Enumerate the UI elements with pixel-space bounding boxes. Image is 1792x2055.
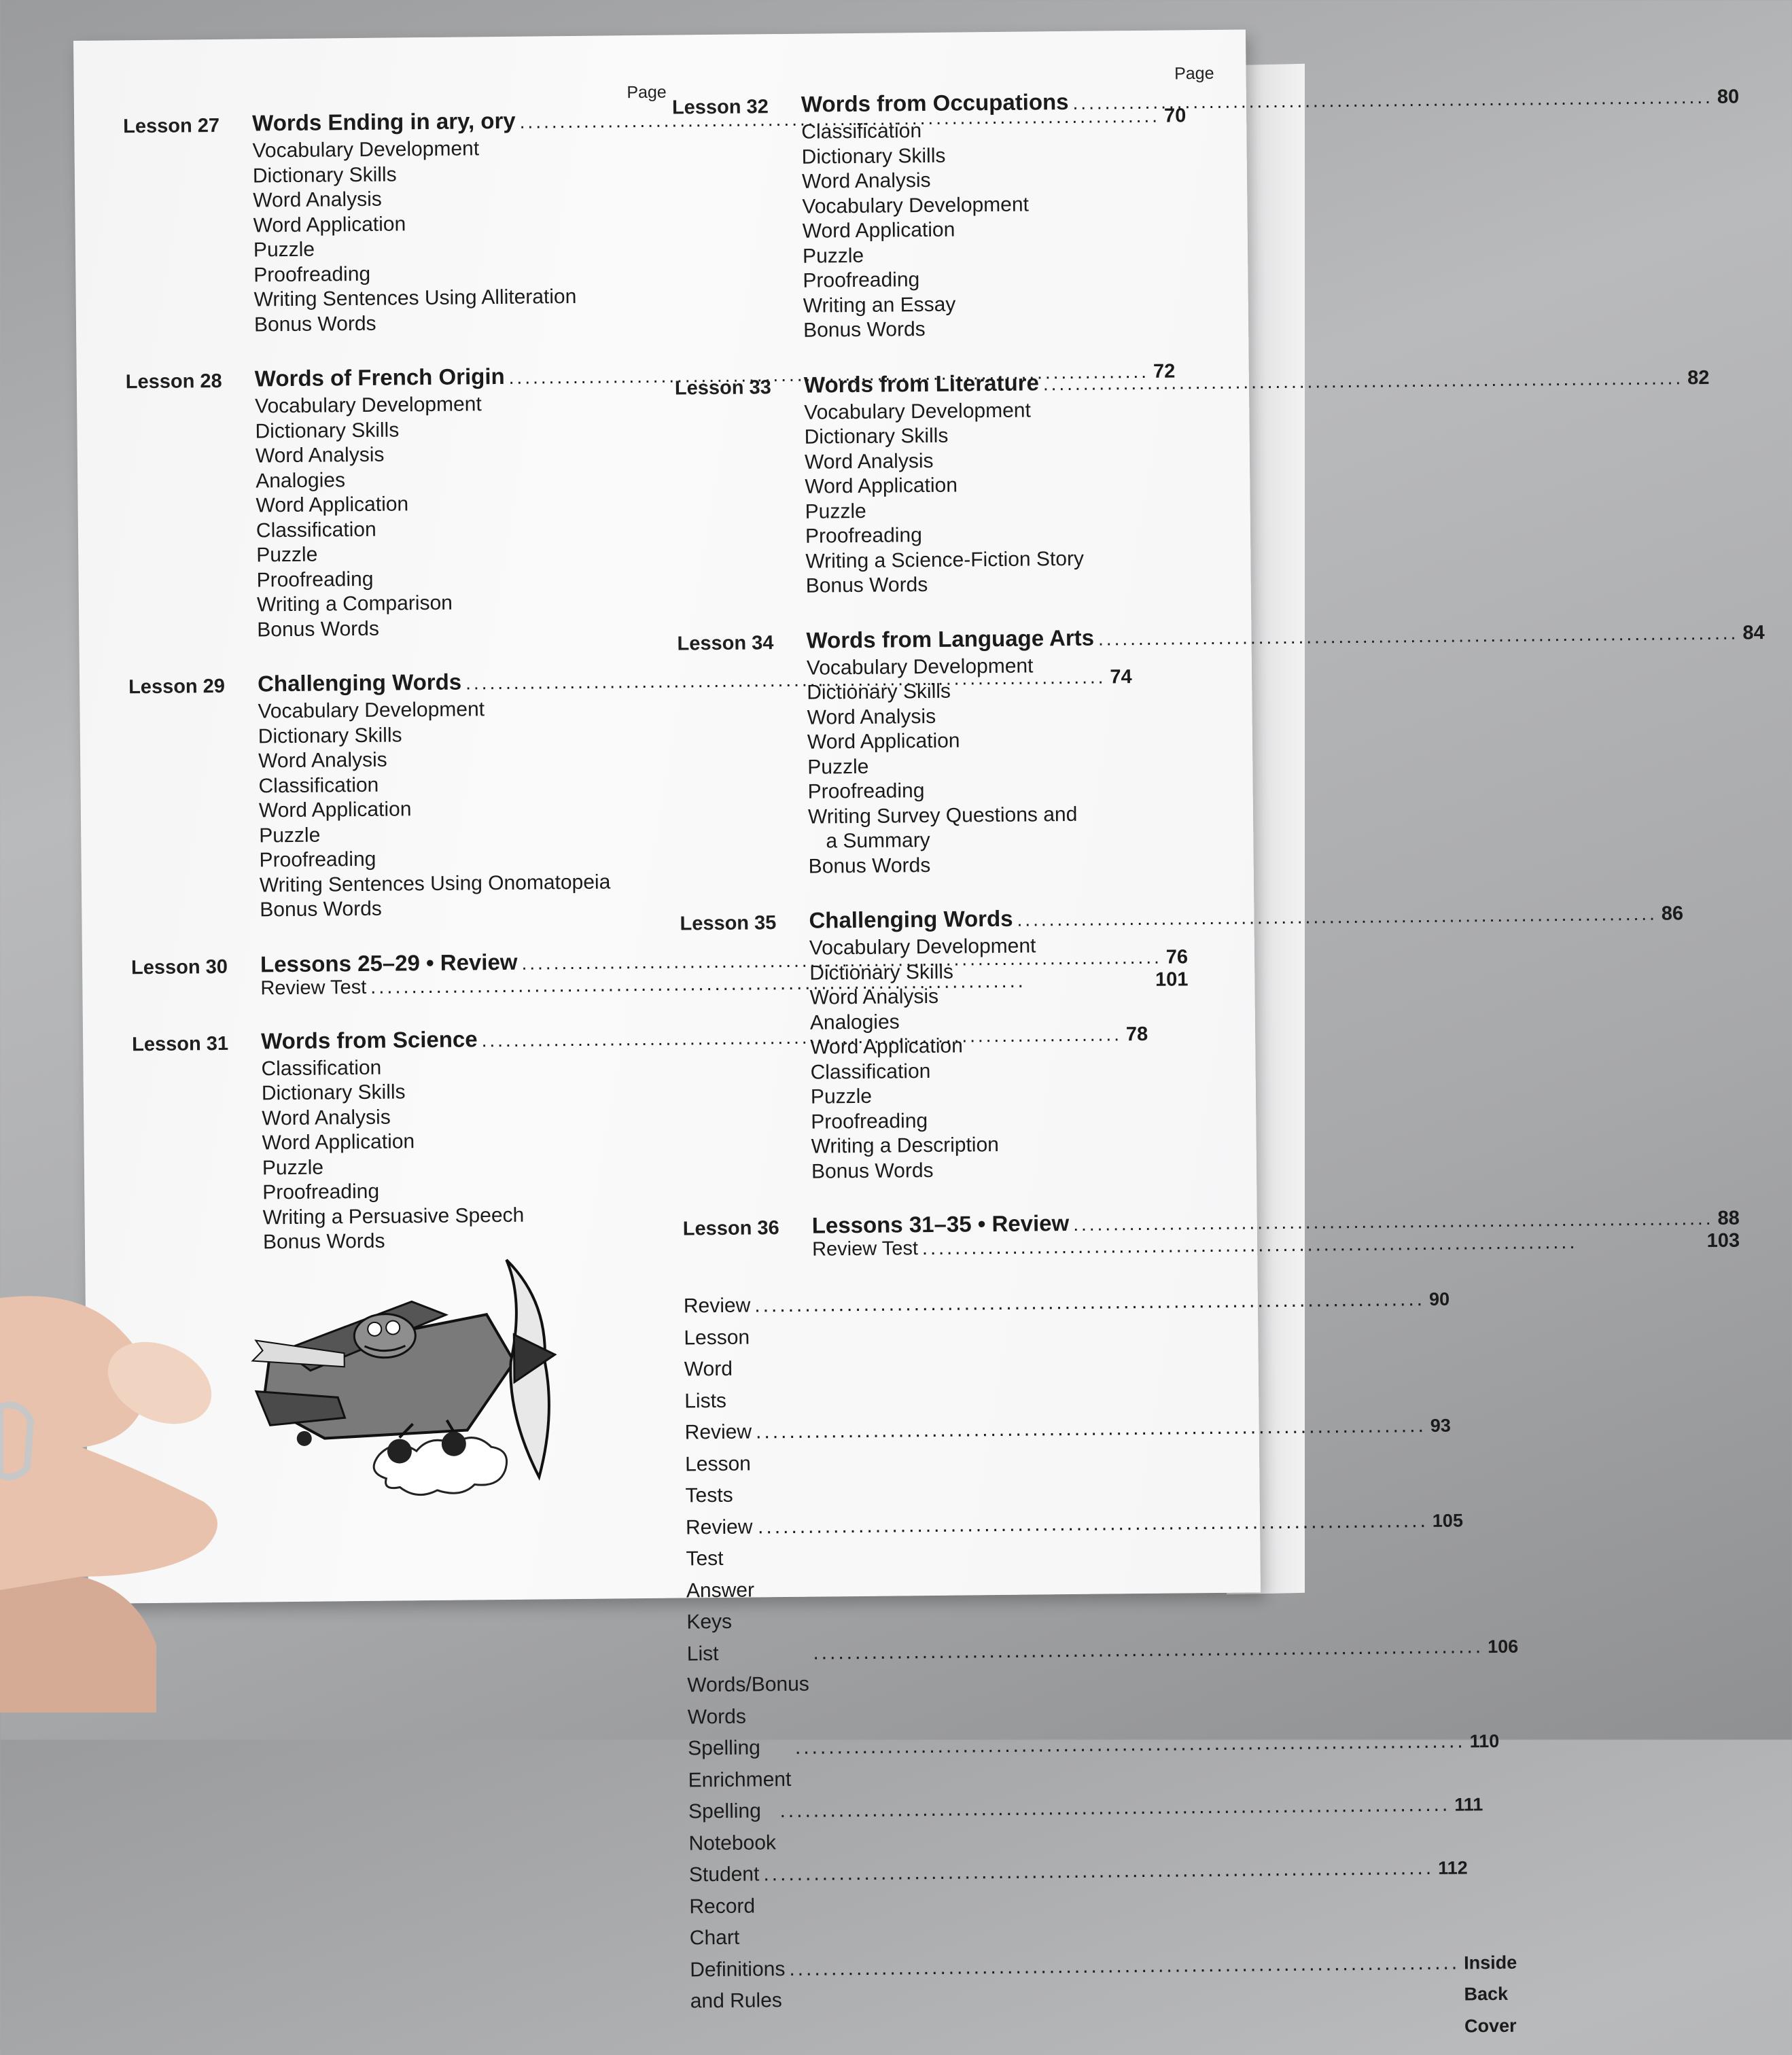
lesson-title: Words from Occupations <box>801 88 1069 117</box>
topic-item: Word Application <box>805 474 958 498</box>
topic-item: Bonus Words <box>808 854 931 878</box>
page-column-header: Page <box>1174 63 1214 84</box>
entry-title: Spelling Notebook <box>688 1799 777 1855</box>
topic-item: Writing an Essay <box>803 293 956 317</box>
page-column-header: Page <box>627 82 667 103</box>
lesson-entry <box>680 902 1684 1186</box>
lesson-label: Lesson 33 <box>674 376 771 400</box>
leader-dots <box>1098 622 1739 650</box>
lesson-label: Lesson 29 <box>128 675 226 699</box>
topic-item: Bonus Words <box>803 317 926 342</box>
leader-dots <box>789 1947 1460 1985</box>
topic-item: Analogies <box>256 468 346 492</box>
leader-dots <box>758 1505 1428 1543</box>
lesson-entry <box>671 86 1740 345</box>
lesson-title: Words of French Origin <box>254 363 505 391</box>
topic-item: Proofreading <box>262 1180 380 1204</box>
topic-item: Proofreading <box>811 1109 928 1134</box>
topic-item: Classification <box>810 1059 931 1084</box>
topic-item: Writing a Persuasive Speech <box>262 1204 525 1229</box>
lesson-title: Words from Science <box>260 1025 478 1053</box>
lesson-title: Lessons 31–35 • Review <box>811 1210 1070 1238</box>
lesson-page-number: 74 <box>1110 666 1132 688</box>
lesson-label: Lesson 27 <box>123 114 220 138</box>
leader-dots <box>1072 86 1713 114</box>
entry-page: 110 <box>1469 1730 1500 1752</box>
topic-item: Word Application <box>802 218 955 243</box>
lesson-title: Words from Literature <box>803 369 1040 398</box>
back-matter-entry <box>690 1949 1517 2049</box>
hand-holding-page <box>0 1291 231 1712</box>
topic-item: Writing Sentences Using Onomatopeia <box>259 870 611 896</box>
topic-item: Word Analysis <box>255 443 385 468</box>
review-test-label: Review Test <box>260 976 367 999</box>
topic-item: Classification <box>256 518 376 542</box>
leader-dots <box>795 1725 1466 1763</box>
topic-list <box>807 646 1780 879</box>
topic-item: Proofreading <box>256 567 374 591</box>
topic-item: Puzzle <box>262 1156 324 1179</box>
topic-item: Classification <box>261 1056 382 1080</box>
topic-item: Word Application <box>807 729 960 754</box>
topic-item: Vocabulary Development <box>252 137 480 162</box>
lesson-page-number: 76 <box>1165 945 1189 968</box>
review-test-page: 101 <box>1155 968 1189 991</box>
topic-item: Proofreading <box>805 524 922 548</box>
lesson-entry <box>674 366 1710 600</box>
lesson-label: Lesson 36 <box>682 1217 779 1240</box>
topic-item: Writing Sentences Using Alliteration <box>253 285 577 311</box>
topic-item: Puzzle <box>256 543 318 567</box>
leader-dots <box>754 1284 1425 1322</box>
topic-item: Bonus Words <box>260 897 382 921</box>
entry-title: Definitions and Rules <box>690 1957 786 2013</box>
lesson-title: Lessons 25–29 • Review <box>260 949 518 977</box>
lesson-title: Challenging Words <box>257 669 462 697</box>
back-matter-list <box>683 1286 1519 2050</box>
frog-pilot-airplane-illustration <box>241 1232 597 1521</box>
topic-list <box>809 928 1700 1184</box>
topic-item: Word Application <box>256 493 409 517</box>
leader-dots <box>763 1852 1434 1891</box>
topic-item: Bonus Words <box>257 617 380 641</box>
topic-item: Proofreading <box>253 262 371 286</box>
entry-title: Review Lesson Tests <box>684 1420 752 1507</box>
lesson-page-number: 70 <box>1163 105 1187 127</box>
topic-list <box>801 111 1755 343</box>
topic-item: Dictionary Skills <box>261 1081 406 1105</box>
back-matter-entry <box>688 1728 1500 1797</box>
back-matter-entry <box>688 1855 1468 1954</box>
topic-item: Dictionary Skills <box>809 960 954 985</box>
lesson-label: Lesson 32 <box>671 96 769 119</box>
lesson-page-number: 84 <box>1742 621 1765 644</box>
review-test-page: 103 <box>1706 1229 1740 1252</box>
back-matter-entry <box>685 1507 1464 1638</box>
topic-item: Vocabulary Development <box>809 934 1036 960</box>
entry-title: Spelling Enrichment <box>688 1736 792 1791</box>
topic-item: Word Analysis <box>809 985 939 1009</box>
lesson-title: Challenging Words <box>809 905 1013 933</box>
entry-page: 106 <box>1487 1636 1519 1657</box>
back-matter-entry <box>683 1286 1450 1418</box>
topic-item: Dictionary Skills <box>258 723 402 748</box>
topic-item: Puzzle <box>802 244 864 268</box>
topic-item: Word Application <box>810 1034 963 1059</box>
topic-item: Vocabulary Development <box>258 698 485 723</box>
workbook-page <box>73 29 1765 2036</box>
entry-page: 105 <box>1432 1509 1464 1531</box>
lesson-label: Lesson 30 <box>130 955 228 979</box>
topic-item: a Summary <box>826 828 930 853</box>
leader-dots <box>813 1631 1483 1669</box>
leader-dots <box>1043 367 1684 395</box>
topic-item: Vocabulary Development <box>255 393 482 418</box>
back-matter-entry <box>686 1633 1519 1733</box>
topic-item: Bonus Words <box>805 573 928 597</box>
topic-item: Bonus Words <box>811 1159 934 1183</box>
topic-item: Classification <box>258 773 379 797</box>
topic-item: Word Analysis <box>253 188 382 212</box>
topic-item: Dictionary Skills <box>807 680 951 704</box>
entry-page: 111 <box>1454 1794 1483 1815</box>
lesson-label: Lesson 35 <box>680 912 777 935</box>
topic-item: Writing Survey Questions and <box>807 803 1078 828</box>
entry-title: Review Test Answer Keys <box>685 1515 755 1634</box>
topic-item: Writing a Description <box>811 1134 1000 1158</box>
back-matter-entry <box>684 1412 1452 1512</box>
topic-item: Puzzle <box>259 824 321 847</box>
entry-page: 112 <box>1437 1857 1468 1878</box>
leader-dots <box>1017 903 1657 931</box>
review-test-label: Review Test <box>811 1237 919 1261</box>
topic-item: Puzzle <box>810 1085 873 1108</box>
topic-item: Dictionary Skills <box>255 418 400 442</box>
lesson-title: Words from Language Arts <box>806 625 1095 653</box>
lesson-page-number: 80 <box>1717 86 1740 108</box>
topic-item: Dictionary Skills <box>801 144 946 169</box>
entry-title: List Words/Bonus Words <box>686 1642 809 1728</box>
topic-item: Proofreading <box>803 268 920 292</box>
topic-item: Word Application <box>258 798 412 822</box>
topic-item: Vocabulary Development <box>802 193 1030 218</box>
lesson-page-number: 88 <box>1717 1207 1740 1229</box>
topic-item: Analogies <box>809 1010 900 1034</box>
entry-title: Review Lesson Word Lists <box>683 1294 751 1412</box>
lesson-title: Words Ending in ary, ory <box>251 107 516 136</box>
topic-item: Writing a Science-Fiction Story <box>805 547 1085 573</box>
leader-dots <box>779 1789 1450 1827</box>
lesson-page-number: 86 <box>1661 902 1684 925</box>
topic-item: Dictionary Skills <box>252 162 397 187</box>
topic-item: Puzzle <box>253 238 315 262</box>
topic-item: Proofreading <box>259 847 376 872</box>
topic-item: Word Analysis <box>262 1106 391 1129</box>
entry-page: 93 <box>1430 1415 1452 1436</box>
entry-title: Student Record Chart <box>688 1863 760 1950</box>
topic-item: Word Analysis <box>801 169 931 193</box>
topic-item: Word Application <box>262 1130 415 1155</box>
lesson-label: Lesson 28 <box>125 370 222 393</box>
lesson-entry <box>677 621 1765 880</box>
entry-page: 90 <box>1428 1288 1450 1310</box>
topic-item: Puzzle <box>805 499 866 523</box>
entry-page: Inside Back Cover <box>1463 1952 1517 2036</box>
leader-dots <box>756 1410 1426 1448</box>
topic-item: Writing a Comparison <box>256 591 453 616</box>
lesson-page-number: 78 <box>1125 1023 1148 1045</box>
topic-item: Word Application <box>253 212 406 236</box>
topic-item: Dictionary Skills <box>804 424 949 449</box>
topic-item: Classification <box>801 120 922 143</box>
topic-item: Word Analysis <box>807 705 936 729</box>
topic-list <box>804 391 1725 599</box>
lesson-page-number: 82 <box>1687 366 1710 389</box>
topic-item: Puzzle <box>807 755 869 779</box>
topic-item: Proofreading <box>807 779 925 803</box>
lesson-entry <box>682 1207 1740 1263</box>
topic-item: Vocabulary Development <box>804 399 1031 424</box>
lesson-page-number: 72 <box>1153 360 1176 383</box>
lesson-label: Lesson 34 <box>677 631 774 655</box>
topic-item: Vocabulary Development <box>806 654 1034 680</box>
back-matter-entry <box>688 1791 1483 1860</box>
topic-item: Word Analysis <box>804 449 934 474</box>
topic-item: Bonus Words <box>262 1229 385 1254</box>
contents-right-column <box>671 63 1765 2050</box>
topic-item: Bonus Words <box>253 312 376 336</box>
lesson-label: Lesson 31 <box>132 1032 229 1055</box>
topic-item: Word Analysis <box>258 748 387 773</box>
